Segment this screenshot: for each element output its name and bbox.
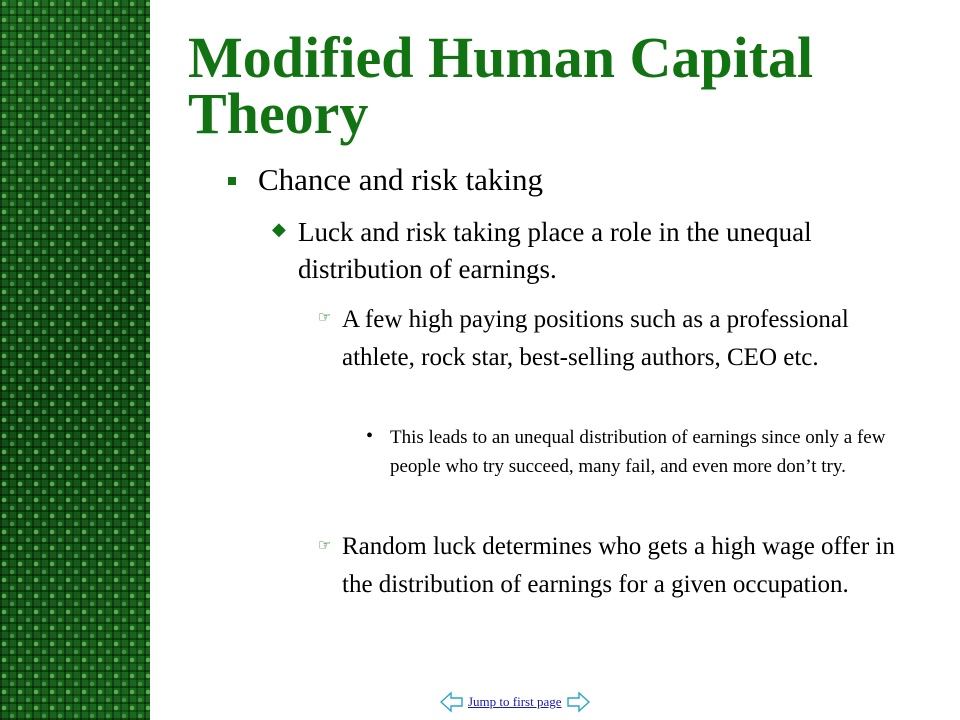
square-bullet-icon [228,177,236,185]
pointing-hand-icon: ☞ [318,308,332,326]
bullet-level4: This leads to an unequal distribution of earnings since only a few people who try succeed, many fail, and even more don’t try. [390,427,886,477]
right-arrow-icon[interactable] [566,691,590,713]
bullet-level3-first: A few high paying positions such as a professional athlete, rock star, best-selling authors, CEO etc. [342,306,849,371]
pointing-hand-icon: ☞ [318,536,332,554]
left-arrow-icon[interactable] [440,691,464,713]
diamond-bullet-icon: ◆ [272,219,286,240]
bullet-level1: Chance and risk taking [258,162,543,197]
bullet-level3-second: Random luck determines who gets a high wage offer in the distribution of earnings for a given occupation. [342,533,895,598]
slide-title: Modified Human Capital Theory [188,25,814,146]
jump-to-first-page-link[interactable]: Jump to first page [468,694,562,709]
dot-bullet-icon: • [366,425,374,447]
slide-navigation [440,689,590,715]
bullet-level2: Luck and risk taking place a role in the unequal distribution of earnings. [298,217,812,284]
